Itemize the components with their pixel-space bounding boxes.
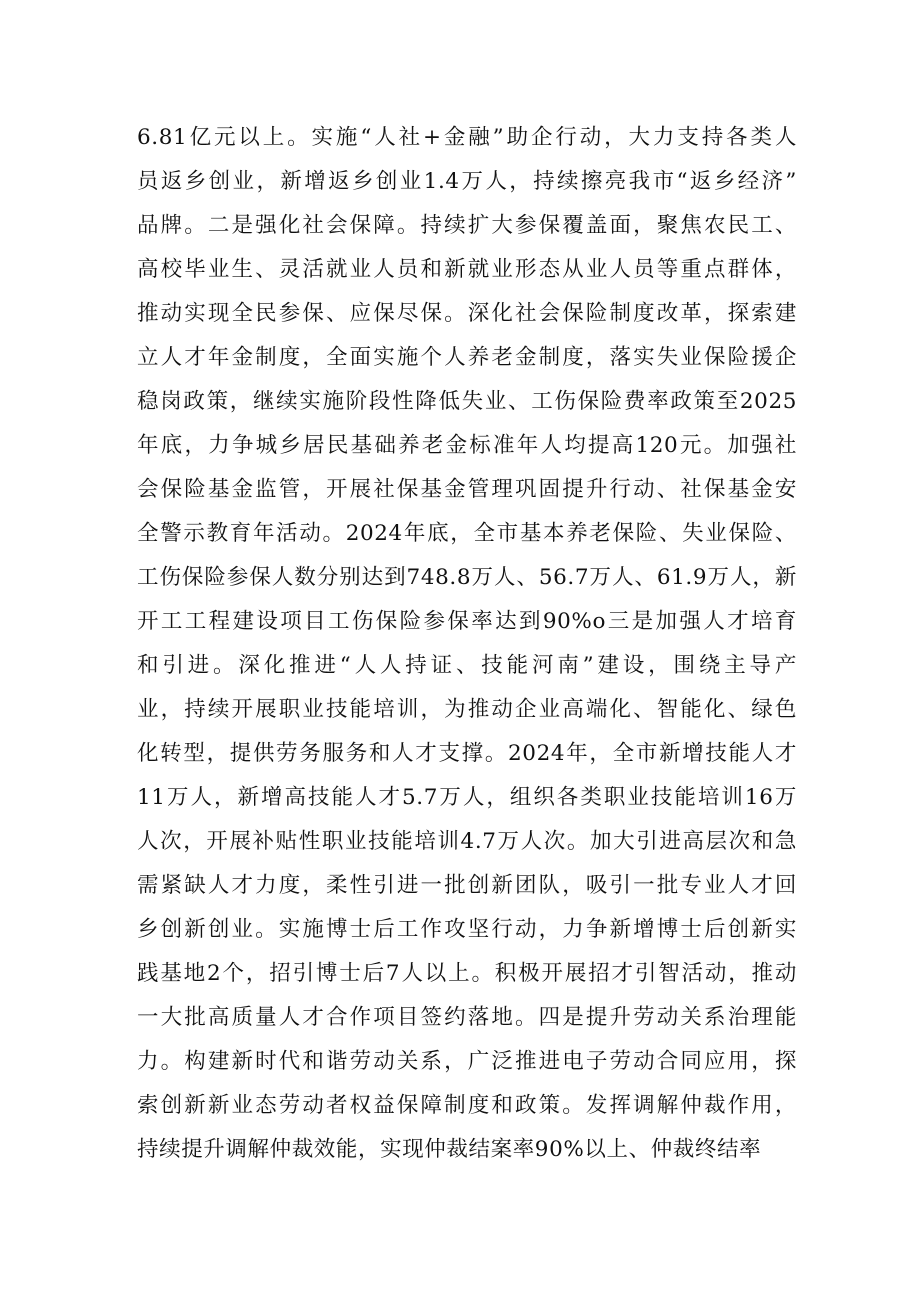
text-line: 开工工程建设项目工伤保险参保率达到90%o三是加强人才培育 — [137, 609, 797, 634]
text-line: 年底，力争城乡居民基础养老金标准年人均提高120元。加强社 — [137, 433, 797, 458]
text-line: 践基地2个，招引博士后7人以上。积极开展招才引智活动，推动 — [137, 961, 797, 986]
text-line: 人次，开展补贴性职业技能培训4.7万人次。加大引进高层次和急 — [137, 829, 797, 854]
text-line: 一大批高质量人才合作项目签约落地。四是提升劳动关系治理能 — [137, 1005, 797, 1030]
text-line: 和引进。深化推进“人人持证、技能河南”建设，围绕主导产 — [137, 653, 797, 678]
text-line: 化转型，提供劳务服务和人才支撑。2024年，全市新增技能人才 — [137, 741, 797, 766]
text-line: 乡创新创业。实施博士后工作攻坚行动，力争新增博士后创新实 — [137, 917, 797, 942]
text-line: 员返乡创业，新增返乡创业1.4万人，持续擦亮我市“返乡经济” — [137, 169, 797, 194]
text-line: 索创新新业态劳动者权益保障制度和政策。发挥调解仲裁作用， — [137, 1093, 797, 1118]
text-line: 稳岗政策，继续实施阶段性降低失业、工伤保险费率政策至2025 — [137, 389, 797, 414]
text-line: 工伤保险参保人数分别达到748.8万人、56.7万人、61.9万人，新 — [137, 565, 797, 590]
text-line: 会保险基金监管，开展社保基金管理巩固提升行动、社保基金安 — [137, 477, 797, 502]
text-line: 11万人，新增高技能人才5.7万人，组织各类职业技能培训16万 — [137, 785, 797, 810]
text-line: 需紧缺人才力度，柔性引进一批创新团队，吸引一批专业人才回 — [137, 873, 797, 898]
body-text — [137, 116, 797, 1172]
text-line: 高校毕业生、灵活就业人员和新就业形态从业人员等重点群体， — [137, 257, 797, 282]
text-line: 推动实现全民参保、应保尽保。深化社会保险制度改革，探索建 — [137, 301, 797, 326]
text-line: 业，持续开展职业技能培训，为推动企业高端化、智能化、绿色 — [137, 697, 797, 722]
text-line: 力。构建新时代和谐劳动关系，广泛推进电子劳动合同应用，探 — [137, 1049, 797, 1074]
text-line: 全警示教育年活动。2024年底，全市基本养老保险、失业保险、 — [137, 521, 797, 546]
text-line: 6.81亿元以上。实施“人社+金融”助企行动，大力支持各类人 — [137, 125, 797, 150]
text-line: 持续提升调解仲裁效能，实现仲裁结案率90%以上、仲裁终结率 — [137, 1137, 762, 1162]
text-line: 品牌。二是强化社会保障。持续扩大参保覆盖面，聚焦农民工、 — [137, 213, 797, 238]
text-line: 立人才年金制度，全面实施个人养老金制度，落实失业保险援企 — [137, 345, 797, 370]
